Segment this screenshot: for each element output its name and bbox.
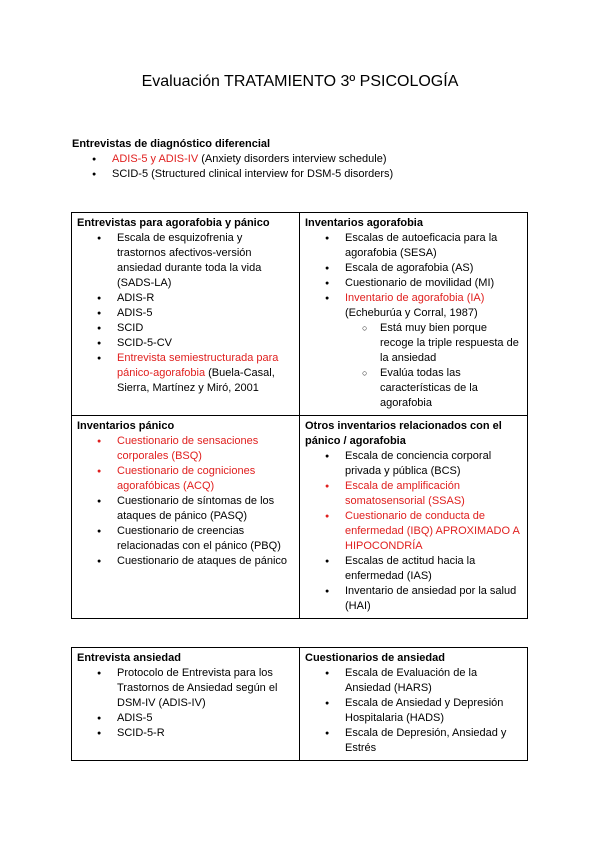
list-item bbox=[77, 351, 294, 396]
page-title: Evaluación TRATAMIENTO 3º PSICOLOGÍA bbox=[141, 73, 459, 90]
list-item: ● Cuestionario de conducta de enfermedad (IBQ) APROXIMADO A HIPOCONDRÍA bbox=[305, 509, 522, 554]
red-text: Entrevista semiestructurada para pánico-agorafobia bbox=[117, 352, 279, 379]
cell-heading: Cuestionarios de ansiedad bbox=[305, 652, 445, 664]
list-item: ● Escalas de autoeficacia para la agorafobia (SESA) bbox=[305, 231, 522, 261]
list-item: ● Protocolo de Entrevista para los Trastornos de Ansiedad según el DSM-IV (ADIS-IV) bbox=[77, 666, 294, 711]
list-item: ● Cuestionario de cogniciones agorafóbicas (ACQ) bbox=[77, 464, 294, 494]
list-item: ● Escala de Depresión, Ansiedad y Estrés bbox=[305, 726, 522, 756]
list-item bbox=[305, 291, 522, 321]
red-text: Inventario de agorafobia (IA) bbox=[345, 292, 485, 304]
intro-list bbox=[72, 152, 532, 182]
list-item: ● ADIS-R bbox=[77, 291, 294, 306]
list-item: ● Escala de Ansiedad y Depresión Hospitalaria (HADS) bbox=[305, 696, 522, 726]
cell-otros-inventarios bbox=[300, 416, 528, 619]
cell-entrevista-ansiedad bbox=[72, 648, 300, 761]
cell-entrevistas-agorafobia bbox=[72, 213, 300, 416]
list-item: ● Cuestionario de sensaciones corporales (BSQ) bbox=[77, 434, 294, 464]
sub-list-item: ○ Está muy bien porque recoge la triple respuesta de la ansiedad bbox=[305, 321, 522, 366]
list-item-text: SCID-5 (Structured clinical interview for DSM-5 disorders) bbox=[112, 168, 394, 180]
red-text: ADIS-5 y ADIS-IV bbox=[112, 153, 199, 165]
list-item bbox=[72, 167, 532, 182]
list-item: ● ADIS-5 bbox=[77, 711, 294, 726]
list-item: ● Escala de esquizofrenia y trastornos afectivos-versión ansiedad durante toda la vida (SADS-LA) bbox=[77, 231, 294, 291]
list-item: ● Escala de Evaluación de la Ansiedad (HARS) bbox=[305, 666, 522, 696]
cell-heading: Inventarios agorafobia bbox=[305, 217, 423, 229]
intro-section bbox=[72, 137, 532, 182]
list-item: ● SCID-5-R bbox=[77, 726, 294, 741]
sub-list-item: ○ Evalúa todas las características de la agorafobia bbox=[305, 366, 522, 411]
list-item: ● Cuestionario de creencias relacionadas con el pánico (PBQ) bbox=[77, 524, 294, 554]
cell-heading: Inventarios pánico bbox=[77, 420, 175, 432]
list-item: ● Cuestionario de síntomas de los ataques de pánico (PASQ) bbox=[77, 494, 294, 524]
list-item: ● Escalas de actitud hacia la enfermedad (IAS) bbox=[305, 554, 522, 584]
list-item-text: (Buela-Casal, Sierra, Martínez y Miró, 2001 bbox=[117, 367, 275, 394]
cell-heading: Entrevista ansiedad bbox=[77, 652, 181, 664]
cell-inventarios-agorafobia bbox=[300, 213, 528, 416]
list-item: ● Escala de conciencia corporal privada y pública (BCS) bbox=[305, 449, 522, 479]
list-item: ● Cuestionario de movilidad (MI) bbox=[305, 276, 522, 291]
list-item: ● SCID bbox=[77, 321, 294, 336]
list-item-text: (Echeburúa y Corral, 1987) bbox=[345, 307, 478, 319]
intro-heading: Entrevistas de diagnóstico diferencial bbox=[72, 138, 271, 150]
list-item: ● Cuestionario de ataques de pánico bbox=[77, 554, 294, 569]
cell-inventarios-panico bbox=[72, 416, 300, 619]
cell-heading: Otros inventarios relacionados con el pánico / agorafobia bbox=[305, 420, 502, 447]
list-item: ● Escala de agorafobia (AS) bbox=[305, 261, 522, 276]
agorafobia-panico-table bbox=[71, 212, 528, 619]
list-item: ● SCID-5-CV bbox=[77, 336, 294, 351]
cell-heading: Entrevistas para agorafobia y pánico bbox=[77, 217, 270, 229]
list-item-text: (Anxiety disorders interview schedule) bbox=[198, 153, 387, 165]
cell-cuestionarios-ansiedad bbox=[300, 648, 528, 761]
list-item: ● ADIS-5 bbox=[77, 306, 294, 321]
list-item bbox=[72, 152, 532, 167]
ansiedad-table bbox=[71, 647, 528, 761]
list-item: ● Escala de amplificación somatosensorial (SSAS) bbox=[305, 479, 522, 509]
list-item: ● Inventario de ansiedad por la salud (HAI) bbox=[305, 584, 522, 614]
